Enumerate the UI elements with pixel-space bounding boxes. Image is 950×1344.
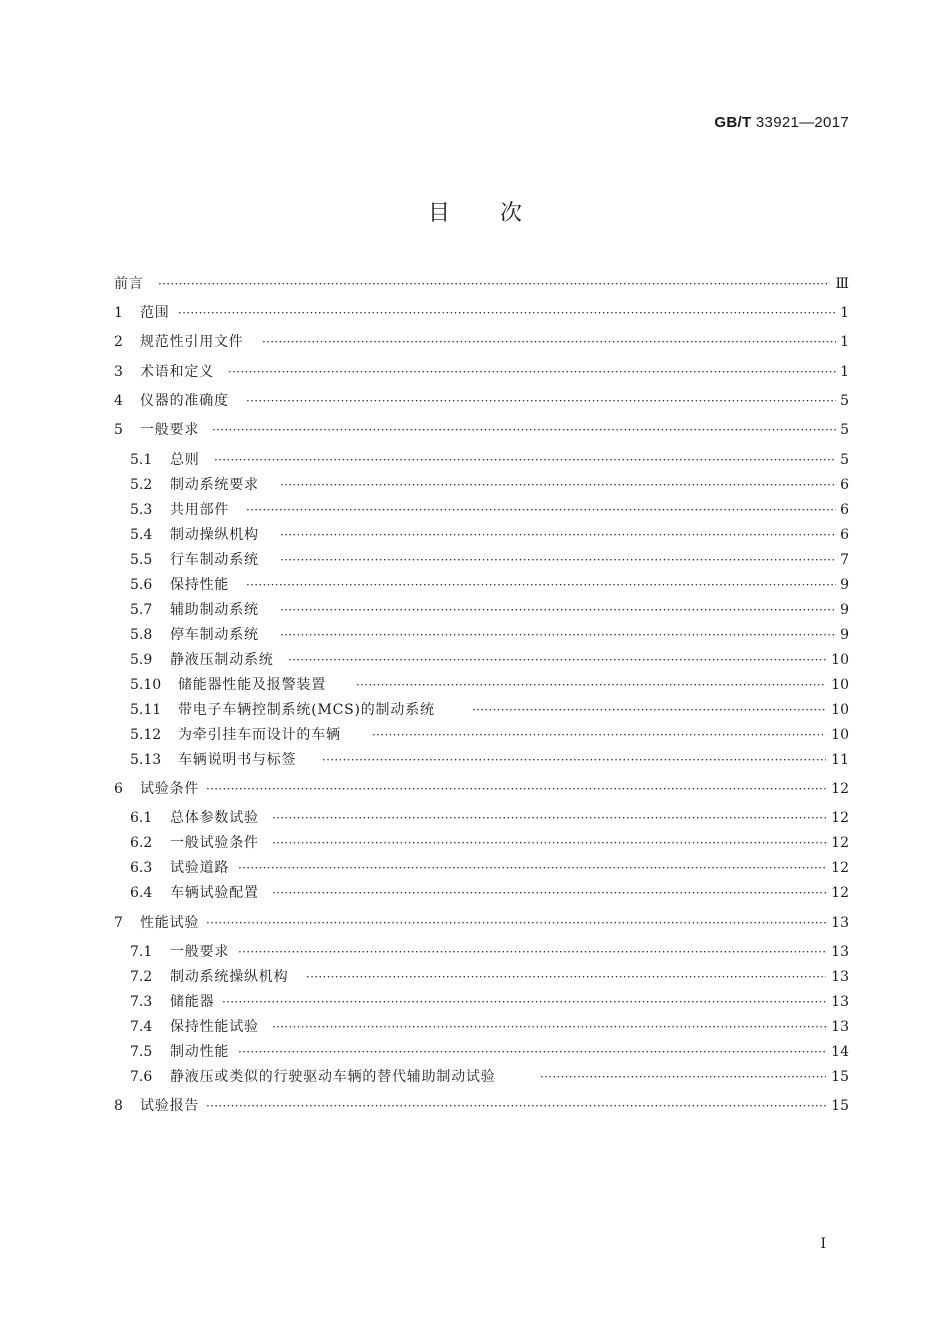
toc-entry-label: 前言 xyxy=(114,276,144,292)
toc-entry-page: 13 xyxy=(831,944,849,960)
toc-entry-label: 储能器性能及报警装置 xyxy=(178,677,326,693)
toc-entry-label: 制动系统要求 xyxy=(170,477,259,493)
toc-entry[interactable] xyxy=(0,420,950,440)
toc-entry-page: 5 xyxy=(840,452,849,468)
toc-entry[interactable] xyxy=(0,883,950,903)
toc-entry-page: 12 xyxy=(831,835,849,851)
toc-entry-label: 性能试验 xyxy=(140,915,200,931)
toc-entry-number: 6.2 xyxy=(130,835,153,851)
toc-entry-number: 7.5 xyxy=(130,1044,153,1060)
toc-entry-label: 车辆试验配置 xyxy=(170,885,259,901)
toc-entry-page: 13 xyxy=(831,994,849,1010)
toc-leader-dots xyxy=(238,1042,826,1062)
toc-entry[interactable] xyxy=(0,779,950,799)
toc-entry[interactable] xyxy=(0,750,950,770)
toc-entry-number: 7.3 xyxy=(130,994,153,1010)
toc-entry[interactable] xyxy=(0,362,950,382)
toc-entry-number: 3 xyxy=(114,364,123,380)
toc-entry-number: 7.4 xyxy=(130,1019,153,1035)
toc-entry-label: 制动操纵机构 xyxy=(170,527,259,543)
toc-leader-dots xyxy=(288,650,826,670)
toc-entry-number: 5.5 xyxy=(130,552,153,568)
toc-entry[interactable] xyxy=(0,450,950,470)
toc-entry[interactable] xyxy=(0,858,950,878)
toc-entry-label: 制动性能 xyxy=(170,1044,230,1060)
toc-entry-number: 4 xyxy=(114,393,123,409)
toc-entry-page: 9 xyxy=(840,602,849,618)
toc-entry[interactable] xyxy=(0,332,950,352)
toc-entry-page: 5 xyxy=(840,422,849,438)
toc-entry-label: 储能器 xyxy=(170,994,215,1010)
toc-entry-page: 6 xyxy=(840,527,849,543)
toc-entry-label: 试验道路 xyxy=(170,860,230,876)
toc-entry-number: 8 xyxy=(114,1098,123,1114)
toc-entry-page: 7 xyxy=(840,552,849,568)
toc-leader-dots xyxy=(262,332,836,352)
toc-entry[interactable] xyxy=(0,575,950,595)
toc-leader-dots xyxy=(222,992,826,1012)
toc-entry[interactable] xyxy=(0,942,950,962)
toc-entry[interactable] xyxy=(0,500,950,520)
toc-entry-label: 仪器的准确度 xyxy=(140,393,229,409)
toc-entry[interactable] xyxy=(0,700,950,720)
toc-leader-dots xyxy=(206,1096,826,1116)
toc-entry-page: 1 xyxy=(840,364,849,380)
toc-entry-page: 13 xyxy=(831,1019,849,1035)
toc-entry-label: 静液压制动系统 xyxy=(170,652,274,668)
toc-leader-dots xyxy=(306,967,826,987)
toc-leader-dots xyxy=(246,500,836,520)
toc-leader-dots xyxy=(280,475,836,495)
toc-entry-number: 5.8 xyxy=(130,627,153,643)
toc-entry[interactable] xyxy=(0,274,950,294)
toc-entry-label: 试验报告 xyxy=(140,1098,200,1114)
toc-entry-page: 15 xyxy=(831,1069,849,1085)
toc-entry-number: 5.7 xyxy=(130,602,153,618)
toc-entry[interactable] xyxy=(0,625,950,645)
toc-entry-number: 5.2 xyxy=(130,477,153,493)
toc-leader-dots xyxy=(472,700,826,720)
toc-entry-page: 11 xyxy=(831,752,849,768)
toc-leader-dots xyxy=(246,391,836,411)
toc-leader-dots xyxy=(272,833,826,853)
toc-entry[interactable] xyxy=(0,391,950,411)
toc-entry[interactable] xyxy=(0,475,950,495)
toc-leader-dots xyxy=(280,625,836,645)
toc-entry-page: 12 xyxy=(831,885,849,901)
toc-leader-dots xyxy=(280,525,836,545)
toc-leader-dots xyxy=(158,274,830,294)
toc-entry-label: 停车制动系统 xyxy=(170,627,259,643)
toc-entry[interactable] xyxy=(0,833,950,853)
toc-entry-number: 5.1 xyxy=(130,452,153,468)
toc-entry-number: 5.4 xyxy=(130,527,153,543)
toc-entry-page: 1 xyxy=(840,305,849,321)
toc-entry-number: 6 xyxy=(114,781,123,797)
toc-leader-dots xyxy=(228,362,836,382)
toc-entry-page: 6 xyxy=(840,502,849,518)
toc-entry-label: 试验条件 xyxy=(140,781,200,797)
toc-entry-number: 7.1 xyxy=(130,944,153,960)
toc-entry[interactable] xyxy=(0,550,950,570)
toc-entry-number: 7 xyxy=(114,915,123,931)
toc-entry-number: 5.6 xyxy=(130,577,153,593)
toc-entry-page: 9 xyxy=(840,627,849,643)
toc-leader-dots xyxy=(280,550,836,570)
toc-entry-page: 13 xyxy=(831,915,849,931)
toc-entry-page: 9 xyxy=(840,577,849,593)
toc-leader-dots xyxy=(212,420,836,440)
toc-leader-dots xyxy=(206,913,826,933)
toc-entry-label: 行车制动系统 xyxy=(170,552,259,568)
toc-leader-dots xyxy=(280,600,836,620)
toc-entry[interactable] xyxy=(0,725,950,745)
toc-leader-dots xyxy=(356,675,826,695)
toc-title: 目次 xyxy=(427,201,572,226)
toc-entry[interactable] xyxy=(0,808,950,828)
page-folio: I xyxy=(820,1236,826,1252)
toc-leader-dots xyxy=(540,1067,826,1087)
toc-entry-page: 10 xyxy=(831,652,849,668)
toc-leader-dots xyxy=(214,450,836,470)
toc-entry[interactable] xyxy=(0,1017,950,1037)
toc-leader-dots xyxy=(272,1017,826,1037)
toc-entry-label: 范围 xyxy=(140,305,170,321)
toc-entry-label: 术语和定义 xyxy=(140,364,214,380)
toc-entry-page: 1 xyxy=(840,334,849,350)
toc-entry-label: 总则 xyxy=(170,452,200,468)
toc-leader-dots xyxy=(322,750,826,770)
toc-entry-label: 静液压或类似的行驶驱动车辆的替代辅助制动试验 xyxy=(170,1069,496,1085)
toc-entry-number: 5.10 xyxy=(130,677,162,693)
toc-entry-number: 1 xyxy=(114,305,123,321)
toc-entry-label: 一般要求 xyxy=(170,944,230,960)
toc-entry-label: 车辆说明书与标签 xyxy=(178,752,297,768)
toc-entry[interactable] xyxy=(0,675,950,695)
toc-entry-number: 5.9 xyxy=(130,652,153,668)
toc-entry-number: 7.2 xyxy=(130,969,153,985)
toc-entry-number: 5.12 xyxy=(130,727,162,743)
toc-entry[interactable] xyxy=(0,913,950,933)
toc-leader-dots xyxy=(238,858,826,878)
toc-entry-page: 14 xyxy=(831,1044,849,1060)
toc-entry-label: 总体参数试验 xyxy=(170,810,259,826)
toc-entry-page: 12 xyxy=(831,860,849,876)
toc-entry-page: 13 xyxy=(831,969,849,985)
toc-leader-dots xyxy=(238,942,826,962)
toc-entry[interactable] xyxy=(0,1042,950,1062)
toc-entry-label: 辅助制动系统 xyxy=(170,602,259,618)
toc-entry[interactable] xyxy=(0,650,950,670)
toc-entry-label: 规范性引用文件 xyxy=(140,334,244,350)
toc-leader-dots xyxy=(206,779,826,799)
toc-entry-label: 一般试验条件 xyxy=(170,835,259,851)
toc-entry[interactable] xyxy=(0,600,950,620)
toc-entry-number: 5.13 xyxy=(130,752,162,768)
toc-leader-dots xyxy=(246,575,836,595)
toc-entry-page: Ⅲ xyxy=(835,276,849,292)
toc-leader-dots xyxy=(272,883,826,903)
toc-leader-dots xyxy=(372,725,826,745)
toc-entry-label: 一般要求 xyxy=(140,422,200,438)
standard-prefix: GB/T xyxy=(714,114,752,131)
toc-entry-number: 6.1 xyxy=(130,810,153,826)
toc-leader-dots xyxy=(178,303,836,323)
toc-entry-page: 10 xyxy=(831,702,849,718)
toc-entry[interactable] xyxy=(0,525,950,545)
toc-entry-label: 共用部件 xyxy=(170,502,230,518)
toc-entry-page: 12 xyxy=(831,810,849,826)
toc-entry-number: 6.4 xyxy=(130,885,153,901)
toc-entry[interactable] xyxy=(0,1096,950,1116)
toc-entry[interactable] xyxy=(0,303,950,323)
toc-entry-label: 保持性能 xyxy=(170,577,230,593)
toc-entry[interactable] xyxy=(0,992,950,1012)
toc-entry-page: 12 xyxy=(831,781,849,797)
toc-entry-number: 5 xyxy=(114,422,123,438)
toc-entry-page: 6 xyxy=(840,477,849,493)
toc-entry-number: 5.3 xyxy=(130,502,153,518)
standard-number: 33921—2017 xyxy=(755,114,849,131)
toc-entry[interactable] xyxy=(0,1067,950,1087)
toc-entry-page: 10 xyxy=(831,727,849,743)
toc-entry-label: 保持性能试验 xyxy=(170,1019,259,1035)
toc-entry-number: 6.3 xyxy=(130,860,153,876)
toc-entry[interactable] xyxy=(0,967,950,987)
toc-entry-page: 10 xyxy=(831,677,849,693)
toc-entry-page: 15 xyxy=(831,1098,849,1114)
toc-entry-label: 制动系统操纵机构 xyxy=(170,969,289,985)
toc-leader-dots xyxy=(272,808,826,828)
toc-entry-number: 7.6 xyxy=(130,1069,153,1085)
toc-entry-label: 带电子车辆控制系统(MCS)的制动系统 xyxy=(178,702,435,718)
toc-entry-page: 5 xyxy=(840,393,849,409)
toc-entry-label: 为牵引挂车而设计的车辆 xyxy=(178,727,341,743)
toc-entry-number: 5.11 xyxy=(130,702,162,718)
toc-entry-number: 2 xyxy=(114,334,123,350)
